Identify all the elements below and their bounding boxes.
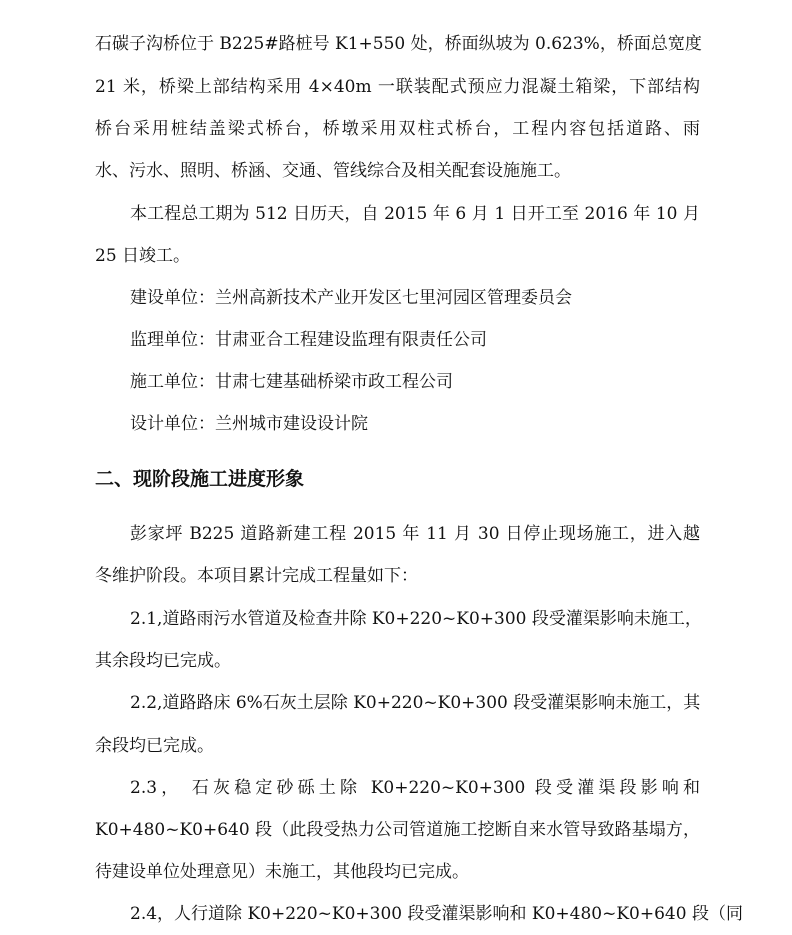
list-item-line: 其余段均已完成。: [95, 651, 231, 671]
paragraph-line: 21 米，桥梁上部结构采用 4×40m 一联装配式预应力混凝土箱梁，下部结构: [95, 77, 700, 97]
construction-unit: 建设单位：兰州高新技术产业开发区七里河园区管理委员会: [130, 288, 572, 308]
paragraph-line: 桥台采用桩结盖梁式桥台，桥墩采用双柱式桥台，工程内容包括道路、雨: [95, 119, 700, 139]
list-item-line: 2.1,道路雨污水管道及检查井除 K0+220~K0+300 段受灌渠影响未施工，: [130, 609, 702, 629]
paragraph-line: 25 日竣工。: [95, 246, 191, 266]
section-heading: 二、现阶段施工进度形象: [95, 468, 305, 490]
list-item-line: 余段均已完成。: [95, 736, 214, 756]
paragraph-line: 石碳子沟桥位于 B225#路桩号 K1+550 处，桥面纵坡为 0.623%，桥面总宽度: [95, 34, 702, 54]
paragraph-line: 本工程总工期为 512 日历天，自 2015 年 6 月 1 日开工至 2016 年 10 月: [130, 204, 700, 224]
builder-unit: 施工单位：甘肃七建基础桥梁市政工程公司: [130, 372, 453, 392]
list-item-line: 待建设单位处理意见）未施工，其他段均已完成。: [95, 862, 469, 882]
design-unit: 设计单位：兰州城市建设设计院: [130, 414, 368, 434]
paragraph-line: 彭家坪 B225 道路新建工程 2015 年 11 月 30 日停止现场施工，进入越: [130, 524, 700, 544]
paragraph-line: 冬维护阶段。本项目累计完成工程量如下：: [95, 566, 418, 586]
paragraph-line: 水、污水、照明、桥涵、交通、管线综合及相关配套设施施工。: [95, 161, 571, 181]
list-item-line: 2.2,道路路床 6%石灰土层除 K0+220~K0+300 段受灌渠影响未施工，其: [130, 693, 701, 713]
list-item-line: 2.4，人行道除 K0+220~K0+300 段受灌渠影响和 K0+480~K0+640 段（同: [130, 904, 743, 924]
list-item-line: 2.3， 石灰稳定砂砾土除 K0+220~K0+300 段受灌渠段影响和: [130, 778, 700, 798]
list-item-line: K0+480~K0+640 段（此段受热力公司管道施工挖断自来水管导致路基塌方，: [95, 820, 700, 840]
supervision-unit: 监理单位：甘肃亚合工程建设监理有限责任公司: [130, 330, 487, 350]
